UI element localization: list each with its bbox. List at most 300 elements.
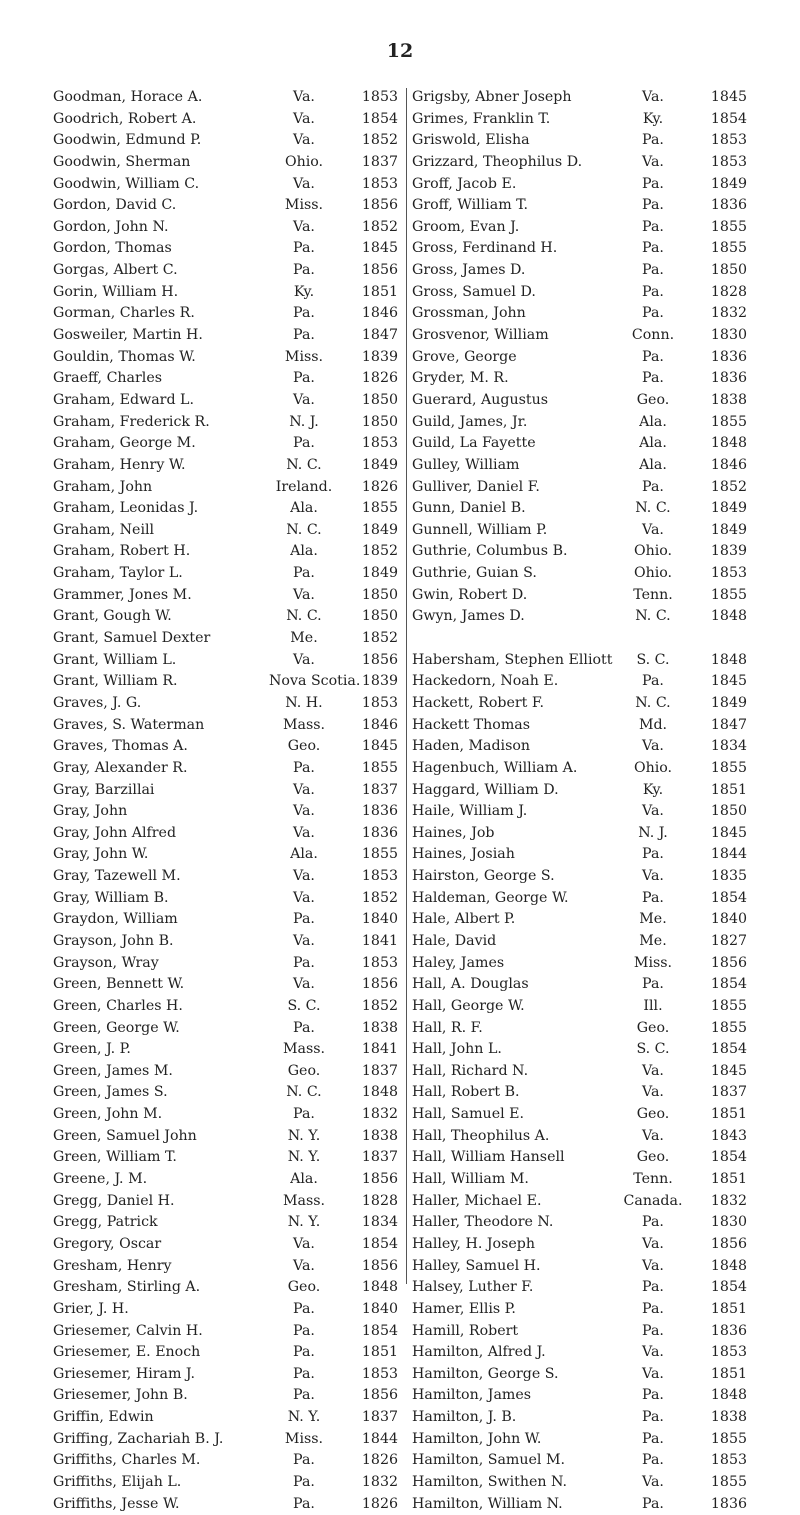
entry-state: Md. xyxy=(638,716,668,733)
list-item xyxy=(53,303,405,325)
entry-year: 1853 xyxy=(710,132,747,149)
entry-name: Green, Samuel John xyxy=(53,1127,197,1144)
entry-name: Hall, Samuel E. xyxy=(412,1106,525,1123)
entry-state: Ohio. xyxy=(284,153,324,170)
entry-year: 1851 xyxy=(710,781,747,798)
list-item xyxy=(412,520,752,542)
list-item xyxy=(412,303,752,325)
entry-year: 1845 xyxy=(710,673,747,690)
entry-year: 1856 xyxy=(361,1387,398,1404)
list-item xyxy=(412,174,752,196)
list-item xyxy=(53,1321,405,1343)
entry-name: Graham, Frederick R. xyxy=(53,413,210,430)
entry-state: Geo. xyxy=(287,1279,321,1296)
list-item xyxy=(412,498,752,520)
list-item xyxy=(412,152,752,174)
entry-state: Pa. xyxy=(293,1365,315,1382)
entry-name: Gouldin, Thomas W. xyxy=(53,348,196,365)
entry-year: 1854 xyxy=(710,1041,747,1058)
entry-year: 1848 xyxy=(361,1084,398,1101)
list-item xyxy=(412,996,752,1018)
list-item xyxy=(412,1061,752,1083)
entry-year: 1848 xyxy=(710,435,747,452)
entry-name: Graves, S. Waterman xyxy=(53,716,205,733)
entry-state: N. C. xyxy=(286,608,322,625)
list-item xyxy=(412,758,752,780)
entry-year: 1838 xyxy=(710,391,747,408)
entry-name: Gresham, Stirling A. xyxy=(53,1279,201,1296)
entry-state: Va. xyxy=(293,976,315,993)
entry-state: Pa. xyxy=(642,370,664,387)
list-item xyxy=(53,1234,405,1256)
entry-name: Hamilton, Alfred J. xyxy=(412,1344,546,1361)
entry-name: Grimes, Franklin T. xyxy=(412,110,551,127)
list-item xyxy=(412,260,752,282)
entry-state: Ill. xyxy=(643,997,663,1014)
entry-name: Gray, William B. xyxy=(53,889,169,906)
entry-name: Groff, Jacob E. xyxy=(412,175,517,192)
list-item xyxy=(412,866,752,888)
entry-state: Pa. xyxy=(642,132,664,149)
entry-state: Pa. xyxy=(293,1300,315,1317)
entry-state: Pa. xyxy=(293,759,315,776)
entry-year: 1840 xyxy=(710,911,747,928)
list-item xyxy=(412,1256,752,1278)
entry-name: Hairston, George S. xyxy=(412,868,555,885)
entry-year: 1855 xyxy=(710,1019,747,1036)
entry-year: 1852 xyxy=(361,132,398,149)
entry-name: Gulliver, Daniel F. xyxy=(412,478,540,495)
list-item xyxy=(53,1082,405,1104)
entry-name: Gorgas, Albert C. xyxy=(53,262,178,279)
list-item xyxy=(53,368,405,390)
list-item xyxy=(412,347,752,369)
entry-year: 1853 xyxy=(361,694,398,711)
entry-year: 1849 xyxy=(710,500,747,517)
entry-state: Nova Scotia. xyxy=(269,673,361,690)
entry-state: N. C. xyxy=(286,456,322,473)
entry-name: Gordon, Thomas xyxy=(53,240,172,257)
entry-year: 1853 xyxy=(710,1344,747,1361)
entry-name: Hamilton, John W. xyxy=(412,1430,542,1447)
entry-name: Gray, John xyxy=(53,803,128,820)
entry-state: Va. xyxy=(293,132,315,149)
entry-state: Pa. xyxy=(642,175,664,192)
entry-year: 1828 xyxy=(710,283,747,300)
entry-year: 1849 xyxy=(710,694,747,711)
entry-year: 1850 xyxy=(361,586,398,603)
entry-year: 1839 xyxy=(361,673,398,690)
list-item xyxy=(412,433,752,455)
entry-state: Pa. xyxy=(642,1452,664,1469)
list-item xyxy=(412,1126,752,1148)
list-item xyxy=(53,1429,405,1451)
entry-state: Va. xyxy=(642,1235,664,1252)
list-item xyxy=(53,1104,405,1126)
list-item xyxy=(53,174,405,196)
list-item xyxy=(412,1342,752,1364)
entry-state: Mass. xyxy=(282,716,326,733)
entry-year: 1832 xyxy=(710,305,747,322)
list-item xyxy=(53,888,405,910)
list-item xyxy=(412,1429,752,1451)
list-item xyxy=(412,1385,752,1407)
entry-year: 1849 xyxy=(361,521,398,538)
entry-year: 1856 xyxy=(361,651,398,668)
list-item xyxy=(53,520,405,542)
entry-year: 1837 xyxy=(361,1149,398,1166)
entry-year: 1836 xyxy=(710,1322,747,1339)
entry-name: Hall, Robert B. xyxy=(412,1084,520,1101)
entry-state: Pa. xyxy=(642,1495,664,1512)
entry-state: Pa. xyxy=(293,1474,315,1490)
entry-name: Grier, J. H. xyxy=(53,1300,129,1317)
entry-year: 1835 xyxy=(710,868,747,885)
entry-year: 1853 xyxy=(361,954,398,971)
list-item xyxy=(412,1407,752,1429)
list-item xyxy=(53,1494,405,1515)
list-item xyxy=(53,823,405,845)
entry-name: Griswold, Elisha xyxy=(412,132,530,149)
entry-name: Guthrie, Guian S. xyxy=(412,565,537,582)
entry-name: Gross, Ferdinand H. xyxy=(412,240,558,257)
entry-name: Haggard, William D. xyxy=(412,781,559,798)
list-item xyxy=(53,412,405,434)
entry-year: 1848 xyxy=(710,608,747,625)
entry-year: 1851 xyxy=(710,1106,747,1123)
list-item xyxy=(412,282,752,304)
entry-state: Va. xyxy=(642,1344,664,1361)
entry-year: 1826 xyxy=(361,478,398,495)
entry-name: Gwyn, James D. xyxy=(412,608,525,625)
entry-name: Gulley, William xyxy=(412,456,520,473)
entry-name: Grossman, John xyxy=(412,305,526,322)
list-item xyxy=(53,606,405,628)
entry-year: 1850 xyxy=(361,391,398,408)
entry-name: Hamilton, J. B. xyxy=(412,1409,517,1426)
entry-state: Pa. xyxy=(642,673,664,690)
entry-state: Ohio. xyxy=(633,565,673,582)
entry-year: 1849 xyxy=(710,521,747,538)
entry-year: 1856 xyxy=(361,1171,398,1188)
entry-state: Pa. xyxy=(293,1019,315,1036)
entry-name: Grant, William L. xyxy=(53,651,177,668)
entry-year: 1830 xyxy=(710,327,747,344)
list-item xyxy=(412,1299,752,1321)
list-item xyxy=(53,693,405,715)
entry-name: Grizzard, Theophilus D. xyxy=(412,153,583,170)
entry-state: Pa. xyxy=(293,1387,315,1404)
entry-year: 1855 xyxy=(710,413,747,430)
list-item xyxy=(53,736,405,758)
entry-state: Miss. xyxy=(633,954,673,971)
list-item xyxy=(53,152,405,174)
entry-name: Groff, William T. xyxy=(412,197,529,214)
list-item xyxy=(53,87,405,109)
entry-state: Pa. xyxy=(293,954,315,971)
list-item xyxy=(53,780,405,802)
entry-year: 1849 xyxy=(361,565,398,582)
entry-year: 1841 xyxy=(361,1041,398,1058)
entry-year: 1853 xyxy=(710,153,747,170)
entry-name: Hamilton, James xyxy=(412,1387,532,1404)
entry-name: Graham, Neill xyxy=(53,521,155,538)
list-item xyxy=(53,1039,405,1061)
entry-name: Habersham, Stephen Elliott xyxy=(412,651,613,668)
entry-state: N. J. xyxy=(638,824,668,841)
list-item xyxy=(53,238,405,260)
entry-year: 1846 xyxy=(361,716,398,733)
list-item xyxy=(412,1212,752,1234)
entry-year: 1854 xyxy=(710,110,747,127)
entry-name: Griffiths, Jesse W. xyxy=(53,1495,180,1512)
entry-name: Griesemer, Calvin H. xyxy=(53,1322,203,1339)
entry-year: 1826 xyxy=(361,1495,398,1512)
entry-year: 1850 xyxy=(710,262,747,279)
list-item xyxy=(412,931,752,953)
list-item xyxy=(412,909,752,931)
entry-year: 1837 xyxy=(361,781,398,798)
entry-state: S. C. xyxy=(636,651,670,668)
entry-year: 1856 xyxy=(710,1235,747,1252)
entry-state: Va. xyxy=(642,803,664,820)
entry-name: Haden, Madison xyxy=(412,738,531,755)
entry-year: 1856 xyxy=(361,197,398,214)
entry-year: 1855 xyxy=(710,586,747,603)
entry-name: Hale, David xyxy=(412,932,497,949)
entry-state: Va. xyxy=(293,824,315,841)
entry-year: 1838 xyxy=(710,1409,747,1426)
list-item xyxy=(53,758,405,780)
entry-year: 1826 xyxy=(361,370,398,387)
entry-state: Pa. xyxy=(293,565,315,582)
entry-state: Va. xyxy=(642,868,664,885)
entry-name: Gordon, David C. xyxy=(53,197,177,214)
entry-year: 1849 xyxy=(710,175,747,192)
entry-year: 1846 xyxy=(361,305,398,322)
entry-year: 1848 xyxy=(710,1387,747,1404)
right-column xyxy=(412,87,752,1515)
list-item xyxy=(412,693,752,715)
entry-year: 1855 xyxy=(710,997,747,1014)
entry-name: Graham, George M. xyxy=(53,435,196,452)
list-item xyxy=(53,931,405,953)
entry-year: 1850 xyxy=(710,803,747,820)
entry-name: Gross, Samuel D. xyxy=(412,283,536,300)
entry-state: N. Y. xyxy=(287,1149,321,1166)
list-item xyxy=(53,953,405,975)
entry-name: Green, Bennett W. xyxy=(53,976,185,993)
entry-year: 1853 xyxy=(361,1365,398,1382)
entry-year: 1855 xyxy=(710,1430,747,1447)
entry-name: Graeff, Charles xyxy=(53,370,163,387)
entry-name: Halley, Samuel H. xyxy=(412,1257,541,1274)
entry-year: 1855 xyxy=(710,240,747,257)
entry-state: N. J. xyxy=(289,413,319,430)
list-item xyxy=(53,671,405,693)
entry-year: 1852 xyxy=(710,478,747,495)
entry-name: Griffing, Zachariah B. J. xyxy=(53,1430,224,1447)
entry-state: Pa. xyxy=(642,1387,664,1404)
list-item xyxy=(412,390,752,412)
entry-state: Va. xyxy=(293,1235,315,1252)
entry-name: Gray, John W. xyxy=(53,846,149,863)
entry-year: 1854 xyxy=(361,110,398,127)
entry-state: Geo. xyxy=(287,1062,321,1079)
list-item xyxy=(412,1277,752,1299)
entry-state: Va. xyxy=(293,803,315,820)
entry-year: 1853 xyxy=(361,868,398,885)
entry-year: 1836 xyxy=(361,824,398,841)
entry-name: Green, William T. xyxy=(53,1149,177,1166)
list-item xyxy=(53,628,405,650)
list-item xyxy=(53,996,405,1018)
entry-year: 1852 xyxy=(361,218,398,235)
entry-name: Haley, James xyxy=(412,954,505,971)
entry-state: Me. xyxy=(639,911,667,928)
list-item xyxy=(53,477,405,499)
list-item xyxy=(53,217,405,239)
list-item xyxy=(412,671,752,693)
entry-name: Grant, William R. xyxy=(53,673,178,690)
entry-year: 1852 xyxy=(361,889,398,906)
entry-year: 1853 xyxy=(361,435,398,452)
list-item xyxy=(53,1342,405,1364)
list-item xyxy=(53,455,405,477)
list-item xyxy=(412,1018,752,1040)
entry-name: Graham, Henry W. xyxy=(53,456,186,473)
entry-name: Gresham, Henry xyxy=(53,1257,172,1274)
entry-name: Green, John M. xyxy=(53,1106,163,1123)
entry-year: 1855 xyxy=(710,759,747,776)
list-item xyxy=(412,736,752,758)
list-item xyxy=(412,1450,752,1472)
list-item xyxy=(53,325,405,347)
entry-name: Gosweiler, Martin H. xyxy=(53,327,203,344)
entry-name: Goodwin, William C. xyxy=(53,175,200,192)
entry-name: Haines, Josiah xyxy=(412,846,515,863)
entry-name: Hall, George W. xyxy=(412,997,525,1014)
entry-name: Gorman, Charles R. xyxy=(53,305,195,322)
entry-year: 1845 xyxy=(361,738,398,755)
entry-state: Va. xyxy=(642,1365,664,1382)
entry-state: Va. xyxy=(293,1257,315,1274)
entry-state: N. Y. xyxy=(287,1409,321,1426)
entry-year: 1856 xyxy=(361,262,398,279)
entry-state: Pa. xyxy=(642,348,664,365)
entry-name: Hall, John L. xyxy=(412,1041,502,1058)
entry-year: 1855 xyxy=(710,1474,747,1490)
entry-state: Pa. xyxy=(293,1495,315,1512)
list-item xyxy=(53,1256,405,1278)
entry-state: Pa. xyxy=(642,1300,664,1317)
entry-year: 1852 xyxy=(361,630,398,647)
entry-year: 1850 xyxy=(361,608,398,625)
entry-year: 1837 xyxy=(361,1409,398,1426)
entry-year: 1832 xyxy=(361,1474,398,1490)
list-item xyxy=(412,1234,752,1256)
list-item xyxy=(53,1299,405,1321)
entry-name: Hackett Thomas xyxy=(412,716,531,733)
entry-name: Hamilton, Samuel M. xyxy=(412,1452,566,1469)
list-item xyxy=(412,1147,752,1169)
entry-name: Gorin, William H. xyxy=(53,283,179,300)
entry-name: Green, Charles H. xyxy=(53,997,183,1014)
left-column xyxy=(53,87,405,1515)
entry-state: Va. xyxy=(293,651,315,668)
list-item xyxy=(412,412,752,434)
list-item xyxy=(412,109,752,131)
entry-name: Hamill, Robert xyxy=(412,1322,519,1339)
list-item xyxy=(53,1472,405,1494)
entry-name: Goodwin, Sherman xyxy=(53,153,191,170)
list-item xyxy=(53,650,405,672)
list-item xyxy=(53,1407,405,1429)
page-number: 12 xyxy=(386,40,414,62)
entry-year: 1856 xyxy=(361,976,398,993)
entry-state: N. Y. xyxy=(287,1127,321,1144)
entry-state: Ala. xyxy=(639,456,667,473)
entry-name: Hall, R. F. xyxy=(412,1019,483,1036)
entry-state: S. C. xyxy=(287,997,321,1014)
entry-state: Pa. xyxy=(642,889,664,906)
entry-state: Va. xyxy=(293,781,315,798)
entry-state: Ky. xyxy=(293,283,315,300)
entry-year: 1838 xyxy=(361,1127,398,1144)
entry-year: 1830 xyxy=(710,1214,747,1231)
list-item xyxy=(412,563,752,585)
entry-state: Canada. xyxy=(623,1192,683,1209)
list-item xyxy=(412,953,752,975)
entry-year: 1836 xyxy=(710,1495,747,1512)
entry-name: Hall, A. Douglas xyxy=(412,976,529,993)
entry-year: 1851 xyxy=(710,1300,747,1317)
entry-name: Hamilton, George S. xyxy=(412,1365,559,1382)
entry-year: 1851 xyxy=(361,1344,398,1361)
entry-year: 1849 xyxy=(361,456,398,473)
entry-name: Graham, Leonidas J. xyxy=(53,500,199,517)
entry-name: Gryder, M. R. xyxy=(412,370,509,387)
entry-name: Grove, George xyxy=(412,348,517,365)
entry-name: Guerard, Augustus xyxy=(412,391,548,408)
entry-state: N. C. xyxy=(635,608,671,625)
entry-state: Va. xyxy=(642,1257,664,1274)
entry-name: Hackedorn, Noah E. xyxy=(412,673,559,690)
list-item xyxy=(412,325,752,347)
entry-state: Pa. xyxy=(293,1452,315,1469)
entry-state: Va. xyxy=(293,89,315,105)
entry-state: N. H. xyxy=(285,694,323,711)
entry-state: Ireland. xyxy=(275,478,333,495)
list-item xyxy=(412,585,752,607)
entry-state: Va. xyxy=(293,218,315,235)
list-item xyxy=(412,844,752,866)
entry-year: 1845 xyxy=(710,1062,747,1079)
entry-year: 1840 xyxy=(361,911,398,928)
entry-name: Green, George W. xyxy=(53,1019,180,1036)
entry-name: Goodman, Horace A. xyxy=(53,89,203,105)
entry-state: Pa. xyxy=(642,240,664,257)
list-item xyxy=(53,866,405,888)
entry-state: Va. xyxy=(642,153,664,170)
entry-state: Va. xyxy=(642,521,664,538)
entry-name: Gregg, Daniel H. xyxy=(53,1192,175,1209)
entry-state: Pa. xyxy=(642,218,664,235)
entry-name: Halsey, Luther F. xyxy=(412,1279,534,1296)
list-item xyxy=(53,109,405,131)
entry-name: Gregory, Oscar xyxy=(53,1235,162,1252)
list-item xyxy=(53,1364,405,1386)
